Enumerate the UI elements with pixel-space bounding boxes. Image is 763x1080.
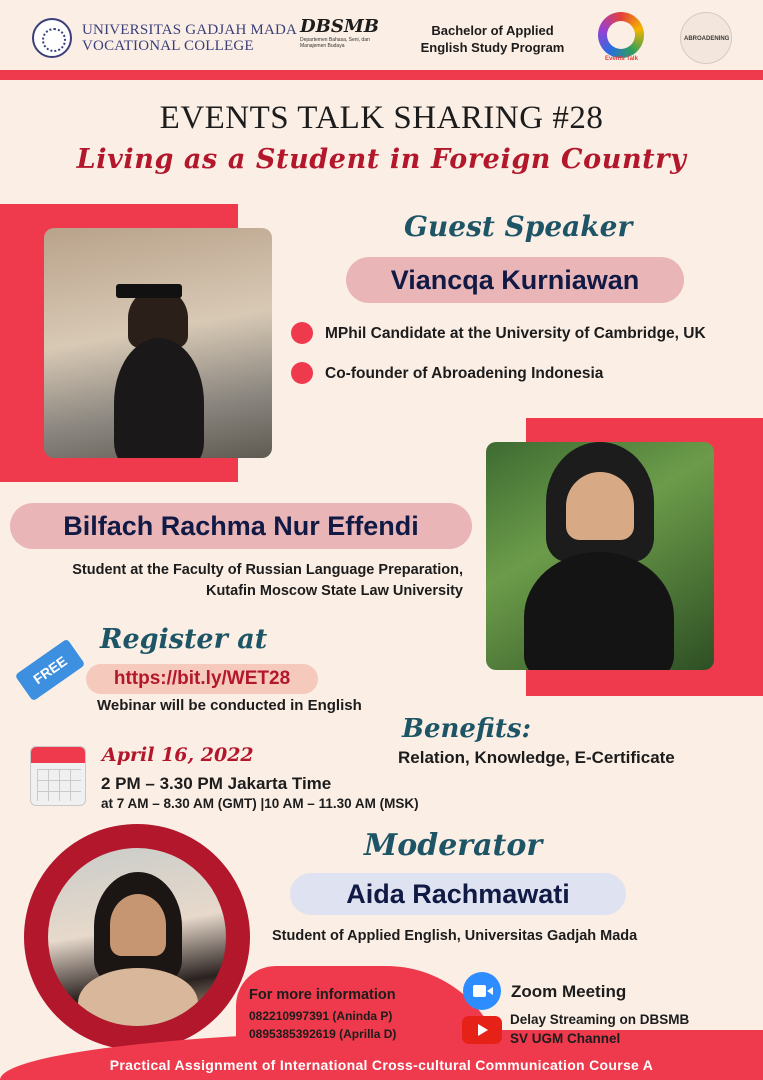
events-talk-caption: Events Talk (605, 56, 638, 62)
bullet-icon (291, 362, 313, 384)
benefits-text: Relation, Knowledge, E-Certificate (398, 748, 675, 767)
free-tag-icon: FREE (15, 639, 86, 702)
calendar-icon (30, 746, 86, 806)
dbsmb-logo-text: DBSMB (300, 16, 379, 37)
abroadening-logo-text: ABROADENING (684, 36, 730, 42)
program-line-1: Bachelor of Applied (431, 23, 554, 38)
ugm-seal-icon (32, 18, 72, 58)
speaker-2-photo (486, 442, 714, 670)
speaker-1-role-1: MPhil Candidate at the University of Cambridge, UK (325, 325, 706, 342)
speaker-2-description-line-1: Student at the Faculty of Russian Language Preparation, (72, 562, 463, 578)
institution-line-1: UNIVERSITAS GADJAH MADA (82, 22, 298, 38)
events-talk-logo-icon (598, 12, 644, 58)
stream-line-1: Delay Streaming on DBSMB (510, 1012, 690, 1027)
stream-line-2: SV UGM Channel (510, 1031, 621, 1046)
moderator-label: Moderator (364, 828, 543, 863)
stream-info (510, 1010, 689, 1048)
speaker-1-role-2: Co-founder of Abroadening Indonesia (325, 365, 604, 382)
speaker-2-description (20, 560, 463, 602)
dbsmb-logo (300, 16, 382, 60)
registration-link[interactable]: https://bit.ly/WET28 (86, 664, 318, 694)
institution-name (82, 22, 297, 54)
program-name (410, 22, 575, 56)
moderator-name: Aida Rachmawati (290, 873, 626, 915)
speaker-2-description-line-2: Kutafin Moscow State Law University (205, 583, 463, 599)
contact-label: For more information (249, 987, 396, 1003)
zoom-label: Zoom Meeting (511, 982, 627, 1001)
register-label: Register at (100, 624, 268, 655)
event-alt-time: at 7 AM – 8.30 AM (GMT) |10 AM – 11.30 AM (MSK) (101, 796, 419, 811)
event-subtitle: Living as a Student in Foreign Country (76, 144, 687, 175)
guest-speaker-label: Guest Speaker (404, 210, 633, 243)
contact-phone-1: 082210997391 (Aninda P) (249, 1009, 393, 1023)
contact-phone-2: 0895385392619 (Aprilla D) (249, 1027, 397, 1041)
moderator-photo (48, 848, 226, 1026)
zoom-icon (463, 972, 501, 1010)
bullet-icon (291, 322, 313, 344)
event-date: April 16, 2022 (102, 744, 254, 766)
program-line-2: English Study Program (420, 40, 565, 55)
event-time: 2 PM – 3.30 PM Jakarta Time (101, 774, 332, 793)
speaker-2-name: Bilfach Rachma Nur Effendi (10, 503, 472, 549)
institution-line-2: VOCATIONAL COLLEGE (82, 38, 254, 54)
speaker-1-photo (44, 228, 272, 458)
youtube-icon (462, 1016, 502, 1044)
moderator-description: Student of Applied English, Universitas Gadjah Mada (272, 928, 638, 944)
event-title: EVENTS TALK SHARING #28 (159, 100, 604, 136)
speaker-1-name: Viancqa Kurniawan (346, 257, 684, 303)
header-divider (0, 70, 763, 80)
dbsmb-logo-subtitle: Departemen Bahasa, Seni, dan Manajemen Budaya (300, 37, 370, 49)
benefits-label: Benefits: (402, 714, 532, 744)
footer-text: Practical Assignment of International Cross-cultural Communication Course A (109, 1057, 654, 1073)
language-note: Webinar will be conducted in English (97, 697, 362, 714)
